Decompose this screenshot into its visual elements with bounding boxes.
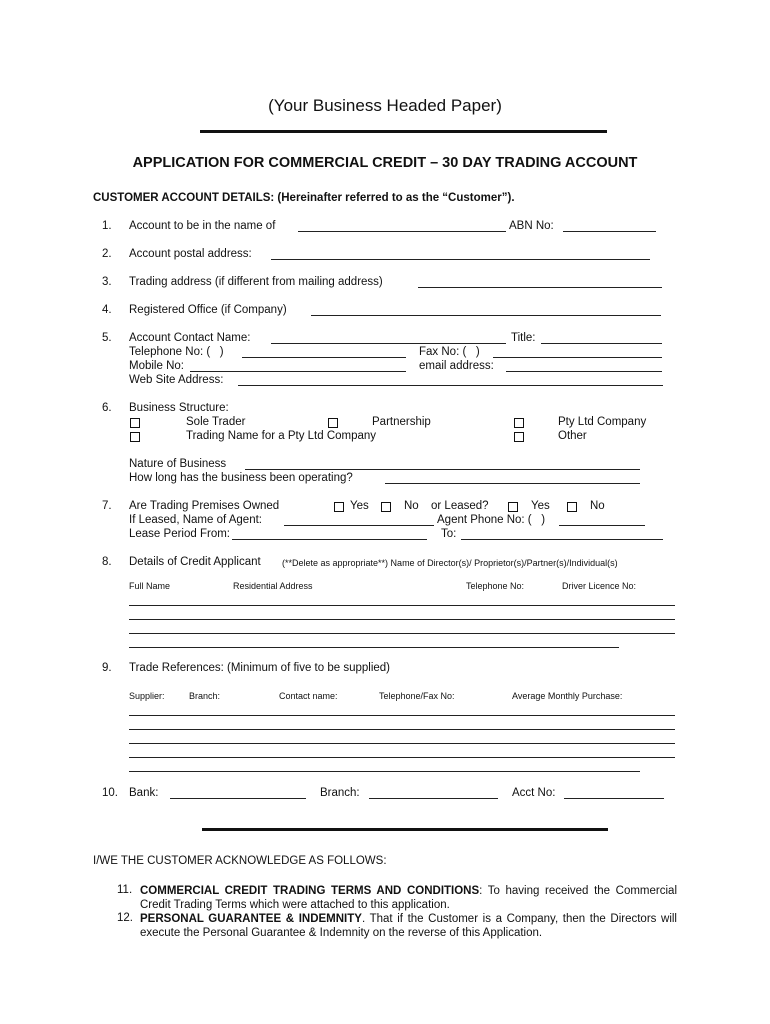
partnership-label: Partnership: [372, 416, 431, 428]
agent-name-field[interactable]: [284, 525, 434, 526]
abn-label: ABN No:: [509, 220, 554, 232]
owned-no-label: No: [404, 500, 419, 512]
premises-owned-label: Are Trading Premises Owned: [129, 500, 280, 512]
other-label: Other: [558, 430, 587, 442]
how-long-label: How long has the business been operating?: [129, 472, 353, 484]
ack-12-title: PERSONAL GUARANTEE & INDEMNITY: [140, 913, 362, 925]
bank-field[interactable]: [170, 798, 306, 799]
agent-name-label: If Leased, Name of Agent:: [129, 514, 262, 526]
agent-phone-field[interactable]: [559, 525, 645, 526]
pty-ltd-label: Pty Ltd Company: [558, 416, 647, 428]
leased-label: or Leased?: [431, 500, 489, 512]
bank-label: Bank:: [129, 787, 159, 799]
ack-11-title: COMMERCIAL CREDIT TRADING TERMS AND CONDITIONS: [140, 885, 480, 897]
leased-no-checkbox[interactable]: [567, 502, 577, 512]
col-telephone-fax: Telephone/Fax No:: [379, 691, 455, 701]
item-number: 11.: [117, 884, 133, 896]
col-branch: Branch:: [189, 691, 221, 701]
other-checkbox[interactable]: [514, 432, 524, 442]
acct-no-label: Acct No:: [512, 787, 556, 799]
lease-from-field[interactable]: [232, 539, 427, 540]
title-label: Title:: [511, 332, 536, 344]
owned-yes-label: Yes: [350, 500, 369, 512]
section-subtitle: CUSTOMER ACCOUNT DETAILS: (Hereinafter referred to as the “Customer”).: [93, 192, 515, 204]
lease-to-label: To:: [441, 528, 457, 540]
leased-no-label: No: [590, 500, 605, 512]
applicant-row-field[interactable]: [129, 633, 675, 634]
trading-address-label: Trading address (if different from mailing address): [129, 276, 383, 288]
item-number: 8.: [102, 556, 112, 568]
lease-to-field[interactable]: [461, 539, 663, 540]
headed-paper-placeholder: (Your Business Headed Paper): [268, 96, 502, 115]
reference-row-field[interactable]: [129, 743, 675, 744]
sole-trader-label: Sole Trader: [186, 416, 246, 428]
postal-address-label: Account postal address:: [129, 248, 252, 260]
partnership-checkbox[interactable]: [328, 418, 338, 428]
acknowledge-heading: I/WE THE CUSTOMER ACKNOWLEDGE AS FOLLOWS:: [93, 855, 387, 867]
reference-row-field[interactable]: [129, 757, 675, 758]
trade-references-label: Trade References: (Minimum of five to be supplied): [129, 662, 390, 674]
item-number: 3.: [102, 276, 112, 288]
item-number: 10.: [102, 787, 118, 799]
reference-row-field[interactable]: [129, 771, 640, 772]
telephone-label: Telephone No: ( ): [129, 346, 224, 358]
owned-yes-checkbox[interactable]: [334, 502, 344, 512]
trading-name-checkbox[interactable]: [130, 432, 140, 442]
how-long-field[interactable]: [385, 483, 640, 484]
ack-item-11: [140, 884, 677, 912]
item-number: 1.: [102, 220, 112, 232]
section-rule: [202, 828, 608, 831]
item-number: 7.: [102, 500, 112, 512]
col-avg-monthly-purchase: Average Monthly Purchase:: [512, 691, 623, 701]
item-number: 12.: [117, 912, 133, 924]
col-supplier: Supplier:: [129, 691, 165, 701]
ack-11-text: : To having received the Commercial Credit Trading Terms which were attached to this application.: [140, 885, 677, 911]
leased-yes-checkbox[interactable]: [508, 502, 518, 512]
bank-branch-field[interactable]: [369, 798, 498, 799]
registered-office-label: Registered Office (if Company): [129, 304, 287, 316]
lease-period-label: Lease Period From:: [129, 528, 230, 540]
pty-ltd-checkbox[interactable]: [514, 418, 524, 428]
applicant-row-field[interactable]: [129, 619, 675, 620]
col-driver-licence: Driver Licence No:: [562, 581, 637, 591]
mobile-label: Mobile No:: [129, 360, 184, 372]
ack-12-text: . That if the Customer is a Company, then the Directors will execute the Personal Guarantee & Indemnity on the reverse of this Application.: [140, 913, 677, 939]
acct-no-field[interactable]: [564, 798, 664, 799]
item-number: 6.: [102, 402, 112, 414]
sole-trader-checkbox[interactable]: [130, 418, 140, 428]
owned-no-checkbox[interactable]: [381, 502, 391, 512]
trading-address-field[interactable]: [418, 287, 662, 288]
col-telephone: Telephone No:: [466, 581, 525, 591]
postal-address-field[interactable]: [271, 259, 650, 260]
item-number: 9.: [102, 662, 112, 674]
page-title: APPLICATION FOR COMMERCIAL CREDIT – 30 DAY TRADING ACCOUNT: [132, 155, 638, 171]
title-field[interactable]: [541, 343, 662, 344]
col-residential-address: Residential Address: [233, 581, 313, 591]
telephone-field[interactable]: [242, 357, 406, 358]
trading-name-label: Trading Name for a Pty Ltd Company: [186, 430, 377, 442]
nature-of-business-label: Nature of Business: [129, 458, 227, 470]
credit-applicant-label: Details of Credit Applicant: [129, 556, 261, 568]
registered-office-field[interactable]: [311, 315, 661, 316]
reference-row-field[interactable]: [129, 715, 675, 716]
item-number: 4.: [102, 304, 112, 316]
abn-field[interactable]: [563, 231, 656, 232]
account-name-field[interactable]: [298, 231, 506, 232]
header-rule: [200, 130, 607, 133]
credit-applicant-note: (**Delete as appropriate**) Name of Director(s)/ Proprietor(s)/Partner(s)/Individual(s): [282, 558, 618, 568]
applicant-row-field[interactable]: [129, 605, 675, 606]
item-number: 2.: [102, 248, 112, 260]
mobile-field[interactable]: [190, 371, 406, 372]
contact-name-field[interactable]: [271, 343, 506, 344]
email-field[interactable]: [506, 371, 662, 372]
website-label: Web Site Address:: [129, 374, 224, 386]
agent-phone-label: Agent Phone No: ( ): [437, 514, 546, 526]
col-full-name: Full Name: [129, 581, 171, 591]
business-structure-label: Business Structure:: [129, 402, 229, 414]
ack-item-12: [140, 912, 677, 940]
bank-branch-label: Branch:: [320, 787, 360, 799]
email-label: email address:: [419, 360, 494, 372]
reference-row-field[interactable]: [129, 729, 675, 730]
fax-field[interactable]: [493, 357, 662, 358]
contact-name-label: Account Contact Name:: [129, 332, 251, 344]
col-contact-name: Contact name:: [279, 691, 338, 701]
item-number: 5.: [102, 332, 112, 344]
website-field[interactable]: [238, 385, 663, 386]
fax-label: Fax No: ( ): [419, 346, 480, 358]
applicant-row-field[interactable]: [129, 647, 619, 648]
account-name-label: Account to be in the name of: [129, 220, 276, 232]
nature-of-business-field[interactable]: [245, 469, 640, 470]
leased-yes-label: Yes: [531, 500, 550, 512]
